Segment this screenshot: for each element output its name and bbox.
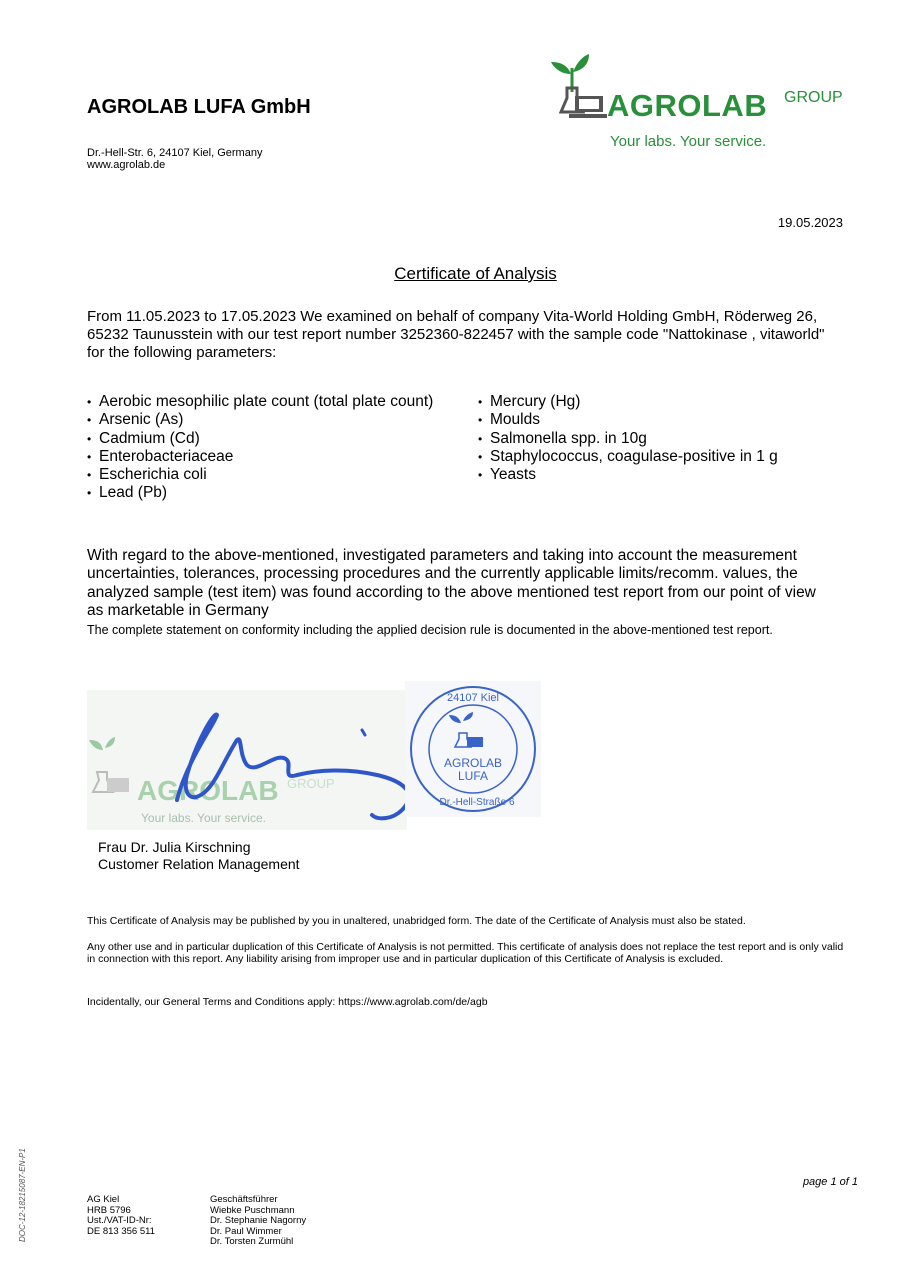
list-item: • Cadmium (Cd)	[87, 430, 447, 448]
footer-line: Dr. Stephanie Nagorny	[210, 1215, 307, 1226]
document-date: 19.05.2023	[777, 215, 843, 230]
fine-print-duplication: Any other use and in particular duplication of this Certificate of Analysis is not permitted. This certificate of analysis does not replace the test report and is only valid in connection with this report. Any liability arising from improper use and in particular duplication of this Certificate of Analysis is excluded.	[87, 941, 844, 965]
company-name: AGROLAB LUFA GmbH	[87, 96, 311, 118]
footer-line: DE 813 356 511	[87, 1225, 155, 1237]
signer-name: Frau Dr. Julia Kirschning	[98, 839, 251, 855]
company-address	[87, 147, 262, 171]
list-item: • Staphylococcus, coagulase-positive in 1 g	[478, 448, 868, 466]
intro-paragraph: From 11.05.2023 to 17.05.2023 We examined on behalf of company Vita-World Holding GmbH, Röderweg 26, 65232 Taunusstein with our test report number 3252360-822457 with the sample code "Nattokinase , vitaworld" for the following parameters:	[87, 308, 825, 361]
list-item: • Aerobic mesophilic plate count (total plate count)	[87, 393, 447, 411]
parameter-list-right	[478, 393, 868, 484]
footer-line: Ust./VAT-ID-Nr:	[87, 1215, 152, 1226]
footer-line: AG Kiel	[87, 1194, 120, 1205]
list-item: • Escherichia coli	[87, 466, 447, 484]
signer-role: Customer Relation Management	[98, 856, 300, 872]
website-text: www.agrolab.de	[87, 159, 166, 171]
fine-print-terms: Incidentally, our General Terms and Conditions apply: https://www.agrolab.com/de/agb	[87, 996, 488, 1008]
stamp-center-line1: AGROLAB	[443, 756, 503, 770]
logo-wordmark: AGROLAB	[607, 88, 768, 123]
conformity-statement: With regard to the above-mentioned, investigated parameters and taking into account the measurement uncertainties, tolerances, processing procedures and the currently applicable limits/recomm. values, the analyzed sample (test item) was found according to the above mentioned test report from our point of view as marketable in Germany	[87, 547, 816, 619]
svg-text:Your labs. Your service.: Your labs. Your service.	[141, 811, 266, 825]
footer-line: Wiebke Puschmann	[210, 1204, 295, 1216]
footer-line: HRB 5796	[87, 1204, 131, 1216]
plant-flask-icon	[549, 52, 609, 127]
footer-management	[210, 1195, 306, 1248]
fine-print-publication: This Certificate of Analysis may be published by you in unaltered, unabridged form. The date of the Certificate of Analysis must also be stated.	[87, 915, 746, 927]
list-item: • Enterobacteriaceae	[87, 448, 447, 466]
signer-block	[98, 839, 300, 873]
page-title: Certificate of Analysis	[394, 264, 557, 283]
svg-text:AGROLAB: AGROLAB	[137, 775, 279, 806]
stamp-ring-bottom: Dr.-Hell-Straße 6	[439, 797, 515, 808]
list-item: • Moulds	[478, 411, 868, 429]
list-item: • Arsenic (As)	[87, 411, 447, 429]
logo-group-text: GROUP	[784, 89, 843, 106]
list-item: • Lead (Pb)	[87, 484, 447, 502]
page-number: page 1 of 1	[802, 1176, 858, 1188]
footer-line: Geschäftsführer	[210, 1194, 278, 1205]
conformity-note: The complete statement on conformity including the applied decision rule is documented in the above-mentioned test report.	[87, 623, 773, 637]
document-id: DOC-12-18215087-EN-P1	[18, 1148, 27, 1242]
list-item: • Mercury (Hg)	[478, 393, 868, 411]
svg-text:GROUP: GROUP	[287, 776, 335, 791]
agrolab-logo	[549, 52, 869, 152]
list-item: • Yeasts	[478, 466, 868, 484]
parameter-list-left	[87, 393, 447, 503]
logo-tagline: Your labs. Your service.	[610, 133, 767, 150]
stamp-ring-top: 24107 Kiel	[447, 692, 499, 704]
footer-registry	[87, 1195, 155, 1237]
list-item: • Salmonella spp. in 10g	[478, 430, 868, 448]
company-stamp	[405, 681, 541, 817]
address-line: Dr.-Hell-Str. 6, 24107 Kiel, Germany	[87, 147, 263, 159]
footer-line: Dr. Torsten Zurmühl	[210, 1236, 294, 1247]
footer-line: Dr. Paul Wimmer	[210, 1225, 282, 1237]
stamp-center-line2: LUFA	[457, 769, 489, 783]
